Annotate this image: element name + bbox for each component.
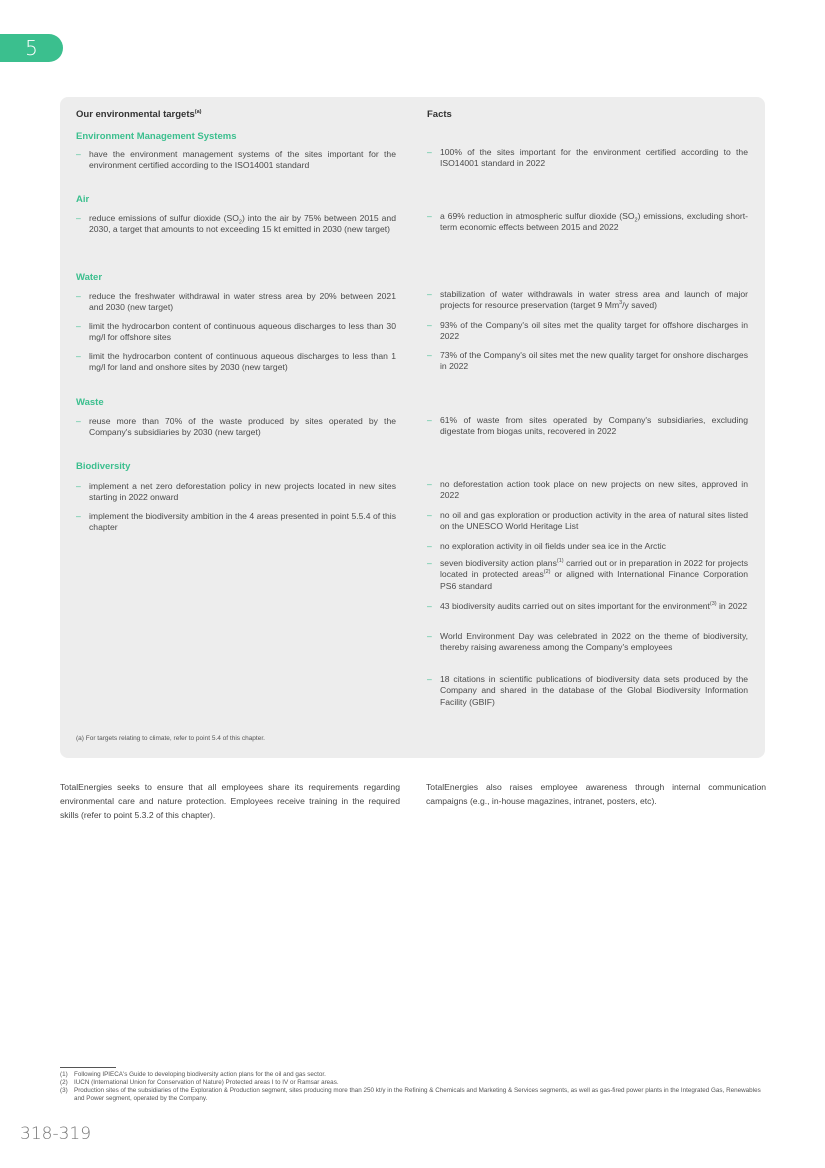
fact-item: – a 69% reduction in atmospheric sulfur dioxide $(SO_2)$ emissions, excluding short-term economic effects between 2015 and 2022	[427, 211, 748, 233]
target-item: – implement a net zero deforestation policy in new projects located in new sites starting in 2022 onward	[76, 481, 396, 503]
fact-item: – no deforestation action took place on new projects on new sites, approved in 2022	[427, 479, 748, 501]
target-item: – reduce emissions of sulfur dioxide $(SO_2)$ into the air by 75% between 2015 and 2030, a target that amounts to not exceeding 15 kt emitted in 2030 (new target)	[76, 213, 396, 235]
targets-facts-table	[60, 97, 765, 758]
footnotes	[60, 1071, 770, 1103]
body-paragraph-right: TotalEnergies also raises employee awareness through internal communication campaigns (e.g., in-house magazines, intranet, posters, etc).	[426, 782, 766, 806]
target-item: – have the environment management systems of the sites important for the environment certified according to the ISO14001 standard	[76, 149, 396, 171]
facts-header: Facts	[427, 109, 452, 120]
footnote: (3) Production sites of the subsidiaries of the Exploration & Production segment, sites producing more than 250 kt/y in the Refining & Chemicals and Marketing & Services segments, as well as gas-fired power plants in the Integrated Gas, Renewables and Power segment, operated by the Company.	[60, 1087, 761, 1102]
fact-item: – no exploration activity in oil fields under sea ice in the Arctic	[427, 541, 666, 551]
body-paragraph-left: TotalEnergies seeks to ensure that all employees share its requirements regarding environmental care and nature protection. Employees receive training in the required skills (refer to point 5.3.2 of this chapter).	[60, 782, 400, 820]
target-item: – implement the biodiversity ambition in the 4 areas presented in point 5.5.4 of this chapter	[76, 511, 396, 533]
target-item: – limit the hydrocarbon content of continuous aqueous discharges to less than 1 mg/l for land and onshore sites by 2030 (new target)	[76, 351, 396, 373]
section-water: Water	[76, 272, 103, 283]
section-ems: Environment Management Systems	[76, 131, 237, 142]
section-air: Air	[76, 194, 90, 205]
footnote: (2) IUCN (International Union for Conservation of Nature) Protected areas I to IV or Ramsar areas.	[60, 1079, 339, 1086]
target-item: – limit the hydrocarbon content of continuous aqueous discharges to less than 30 mg/l for offshore sites	[76, 321, 396, 343]
targets-header: Our environmental targets$^{(a)}$	[76, 109, 202, 121]
fact-item: – 18 citations in scientific publications of biodiversity data sets produced by the Company and shared in the database of the Global Biodiversity Information Facility (GBIF)	[427, 674, 748, 707]
fact-item: – seven biodiversity action plans$^{(1)}$ carried out or in preparation in 2022 for projects located in protected areas$^{(2)}$ or aligned with International Finance Corporation PS6 standard	[427, 558, 748, 591]
page-number: 318-319	[20, 1124, 92, 1144]
fact-item: – 43 biodiversity audits carried out on sites important for the environment$^{(3)}$ in 2022	[427, 601, 748, 611]
section-biodiversity: Biodiversity	[76, 461, 131, 472]
fact-item: – 100% of the sites important for the environment certified according to the ISO14001 standard in 2022	[427, 147, 748, 169]
fact-item: – 93% of the Company's oil sites met the quality target for offshore discharges in 2022	[427, 320, 748, 342]
target-item: – reduce the freshwater withdrawal in water stress area by 20% between 2021 and 2030 (new target)	[76, 291, 396, 313]
fact-item: – 73% of the Company's oil sites met the new quality target for onshore discharges in 2022	[427, 350, 748, 372]
chapter-tab: 5	[0, 34, 63, 62]
fact-item: – no oil and gas exploration or production activity in the area of natural sites listed on the UNESCO World Heritage List	[427, 510, 748, 532]
footnote: (1) Following IPIECA's Guide to developing biodiversity action plans for the oil and gas sector.	[60, 1071, 326, 1078]
section-waste: Waste	[76, 397, 104, 408]
fact-item: – stabilization of water withdrawals in water stress area and launch of major projects for resource preservation (target 9 Mm$^3$/y saved)	[427, 289, 748, 311]
table-note: (a) For targets relating to climate, refer to point 5.4 of this chapter.	[76, 735, 265, 742]
target-item: – reuse more than 70% of the waste produced by sites operated by the Company's subsidiaries by 2030 (new target)	[76, 416, 396, 438]
fact-item: – 61% of waste from sites operated by Company's subsidiaries, excluding digestate from biogas units, recovered in 2022	[427, 415, 748, 437]
fact-item: – World Environment Day was celebrated in 2022 on the theme of biodiversity, thereby raising awareness among the Company's employees	[427, 631, 748, 653]
footnote-rule	[60, 1067, 116, 1068]
